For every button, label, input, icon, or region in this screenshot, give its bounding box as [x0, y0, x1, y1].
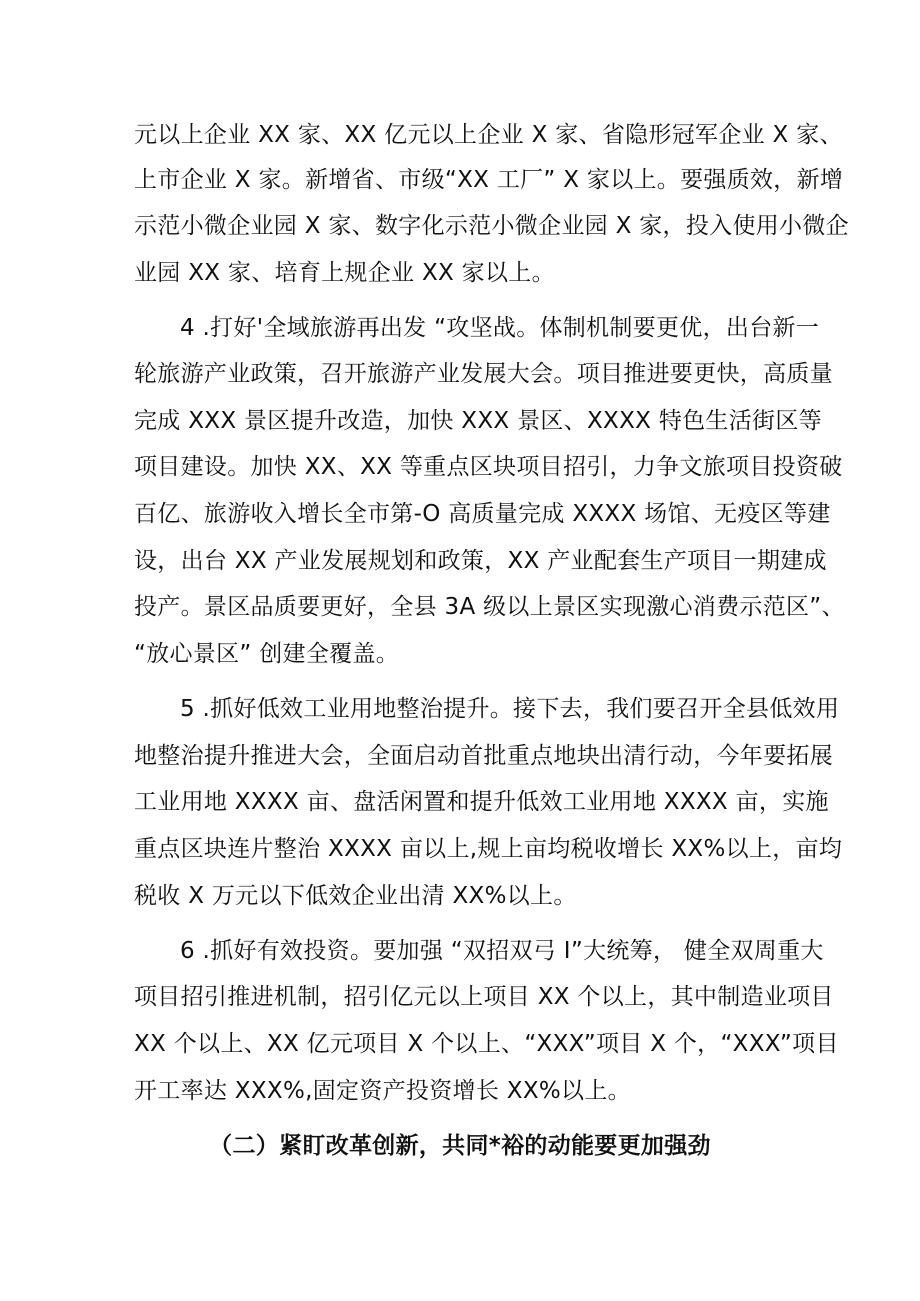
text-line: 元以上企业 XX 家、XX 亿元以上企业 X 家、省隐形冠军企业 X 家、 — [134, 122, 843, 148]
text-line: 示范小微企业园 X 家、数字化示范小微企业园 X 家，投入使用小微企 — [134, 213, 849, 239]
text-line: 项目建设。加快 XX、XX 等重点区块项目招引，力争文旅项目投资破 — [134, 454, 843, 480]
text-line: 上市企业 X 家。新增省、市级“XX 工厂” X 家以上。要强质效，新增 — [134, 167, 844, 193]
text-line: 开工率达 XXX%,固定资产投资增长 XX%以上。 — [134, 1078, 631, 1104]
text-line: 项目招引推进机制，招引亿元以上项目 XX 个以上，其中制造业项目 — [134, 984, 834, 1010]
text-line: 完成 XXX 景区提升改造，加快 XXX 景区、XXXX 特色生活街区等 — [134, 408, 822, 434]
text-line: XX 个以上、XX 亿元项目 X 个以上、“XXX”项目 X 个，“XXX”项目 — [134, 1031, 839, 1057]
text-line: 地整治提升推进大会，全面启动首批重点地块出清行动，今年要拓展 — [134, 743, 833, 769]
text-line: 百亿、旅游收入增长全市第-O 高质量完成 XXXX 场馆、无疫区等建 — [134, 501, 831, 527]
text-line: 设，出台 XX 产业发展规划和政策，XX 产业配套生产项目一期建成 — [134, 548, 827, 574]
section-heading: （二）紧盯改革创新，共同*裕的动能要更加强劲 — [209, 1133, 711, 1159]
text-line: 工业用地 XXXX 亩、盘活闲置和提升低效工业用地 XXXX 亩，实施 — [134, 789, 829, 815]
paragraph-6-start: 6 .抓好有效投资。要加强 “双招双弓 I”大统筹， 健全双周重大 — [180, 938, 824, 964]
text-line: 轮旅游产业政策，召开旅游产业发展大会。项目推进要更快，高质量 — [134, 361, 833, 387]
paragraph-5-start: 5 .抓好低效工业用地整治提升。接下去，我们要召开全县低效用 — [180, 696, 840, 722]
text-line: 投产。景区品质要更好，全县 3A 级以上景区实现激心消费示范区”、 — [134, 594, 845, 620]
text-line: 业园 XX 家、培育上规企业 XX 家以上。 — [134, 260, 555, 286]
paragraph-4-start: 4 .打好'全域旅游再出发 “攻坚战。体制机制要更优，出台新一 — [180, 315, 820, 341]
text-line: 税收 X 万元以下低效企业出清 XX%以上。 — [134, 883, 577, 909]
text-line: “放心景区” 创建全覆盖。 — [134, 641, 400, 667]
text-line: 重点区块连片整治 XXXX 亩以上,规上亩均税收增长 XX%以上，亩均 — [134, 836, 843, 862]
